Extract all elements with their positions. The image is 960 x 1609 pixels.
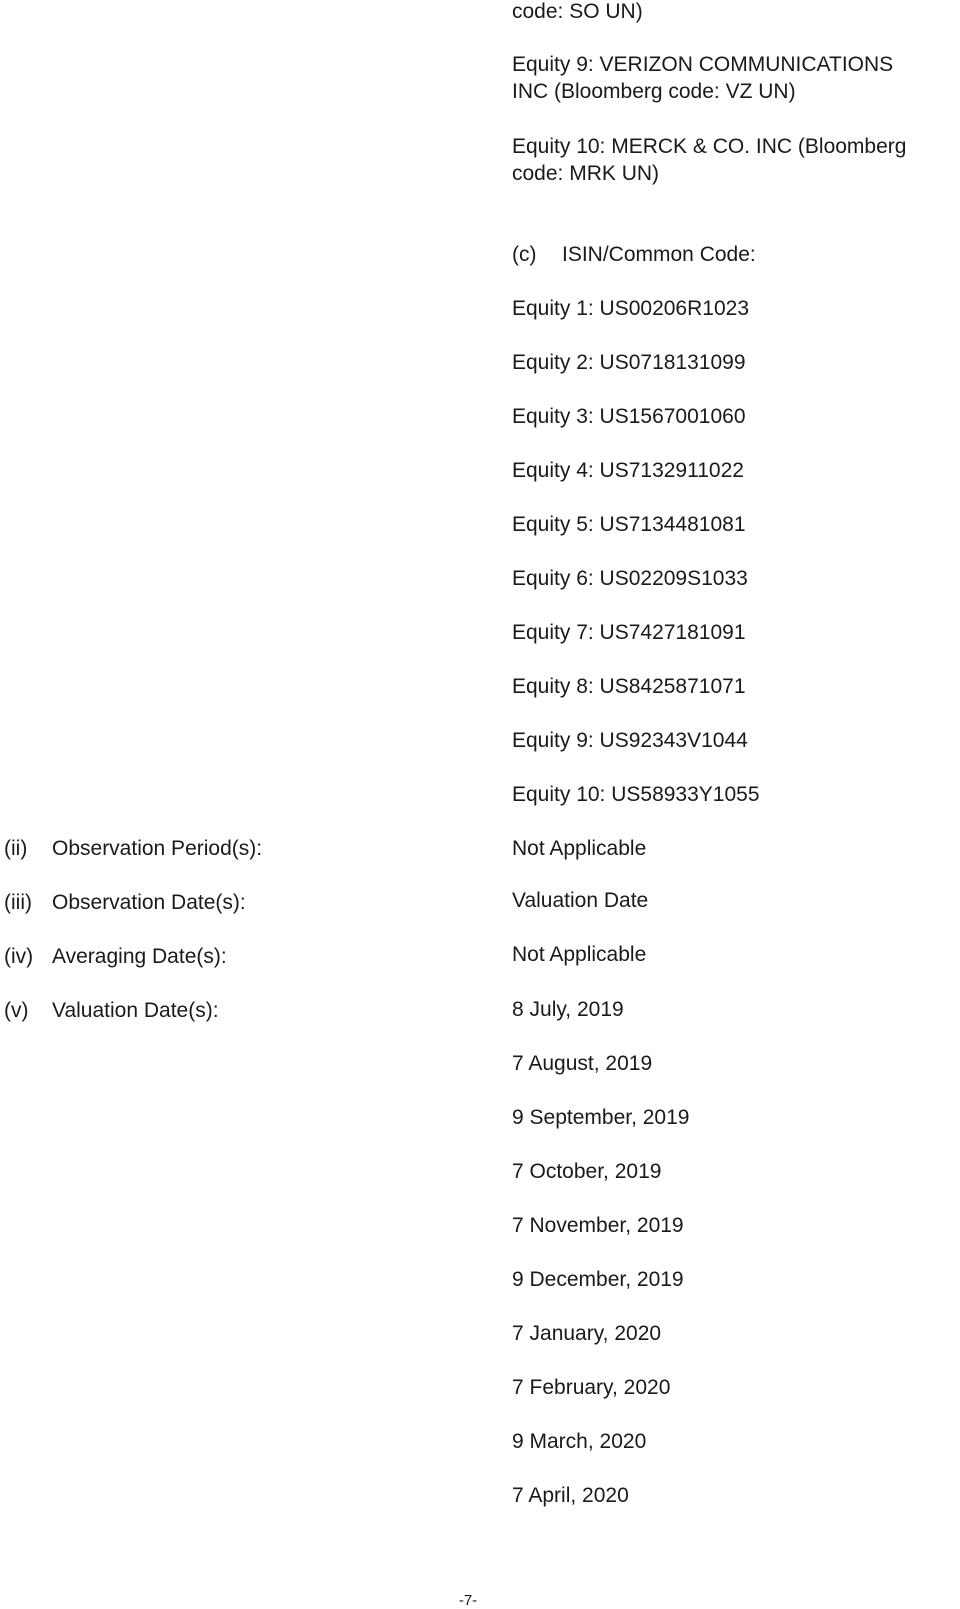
valuation-date: 7 April, 2020 [512, 1484, 629, 1507]
isin-item: Equity 6: US02209S1033 [512, 567, 748, 590]
isin-item: Equity 4: US7132911022 [512, 459, 744, 482]
isin-item: Equity 7: US7427181091 [512, 621, 746, 644]
valuation-date: 7 October, 2019 [512, 1160, 662, 1183]
term-value: Valuation Date [512, 889, 649, 912]
term-label: Observation Date(s): [52, 891, 246, 914]
isin-item: Equity 5: US7134481081 [512, 513, 746, 536]
isin-item: Equity 8: US8425871071 [512, 675, 746, 698]
valuation-date: 7 August, 2019 [512, 1052, 653, 1075]
valuation-date: 7 November, 2019 [512, 1214, 684, 1237]
term-label: Observation Period(s): [52, 837, 263, 860]
valuation-date: 9 September, 2019 [512, 1106, 690, 1129]
isin-section-marker: (c) [512, 243, 537, 266]
equity-8-code-continuation: code: SO UN) [512, 0, 643, 23]
isin-section-heading: ISIN/Common Code: [562, 243, 756, 266]
isin-item: Equity 3: US1567001060 [512, 405, 746, 428]
equity-9-name-line2: INC (Bloomberg code: VZ UN) [512, 80, 796, 103]
term-number: (ii) [4, 837, 28, 860]
equity-10-name-line2: code: MRK UN) [512, 162, 660, 185]
isin-item: Equity 9: US92343V1044 [512, 729, 748, 752]
term-value: 8 July, 2019 [512, 998, 624, 1021]
valuation-date: 7 January, 2020 [512, 1322, 662, 1345]
equity-10-name-line1: Equity 10: MERCK & CO. INC (Bloomberg [512, 135, 907, 158]
term-label: Averaging Date(s): [52, 945, 227, 968]
isin-item: Equity 1: US00206R1023 [512, 297, 749, 320]
term-number: (iii) [4, 891, 32, 914]
equity-9-name-line1: Equity 9: VERIZON COMMUNICATIONS [512, 53, 894, 76]
valuation-date: 9 December, 2019 [512, 1268, 684, 1291]
isin-item: Equity 10: US58933Y1055 [512, 783, 760, 806]
term-value: Not Applicable [512, 943, 647, 966]
term-label: Valuation Date(s): [52, 999, 219, 1022]
term-value: Not Applicable [512, 837, 647, 860]
page-number: -7- [458, 1592, 478, 1609]
valuation-date: 9 March, 2020 [512, 1430, 647, 1453]
term-number: (iv) [4, 945, 34, 968]
term-number: (v) [4, 999, 29, 1022]
isin-item: Equity 2: US0718131099 [512, 351, 746, 374]
valuation-date: 7 February, 2020 [512, 1376, 671, 1399]
